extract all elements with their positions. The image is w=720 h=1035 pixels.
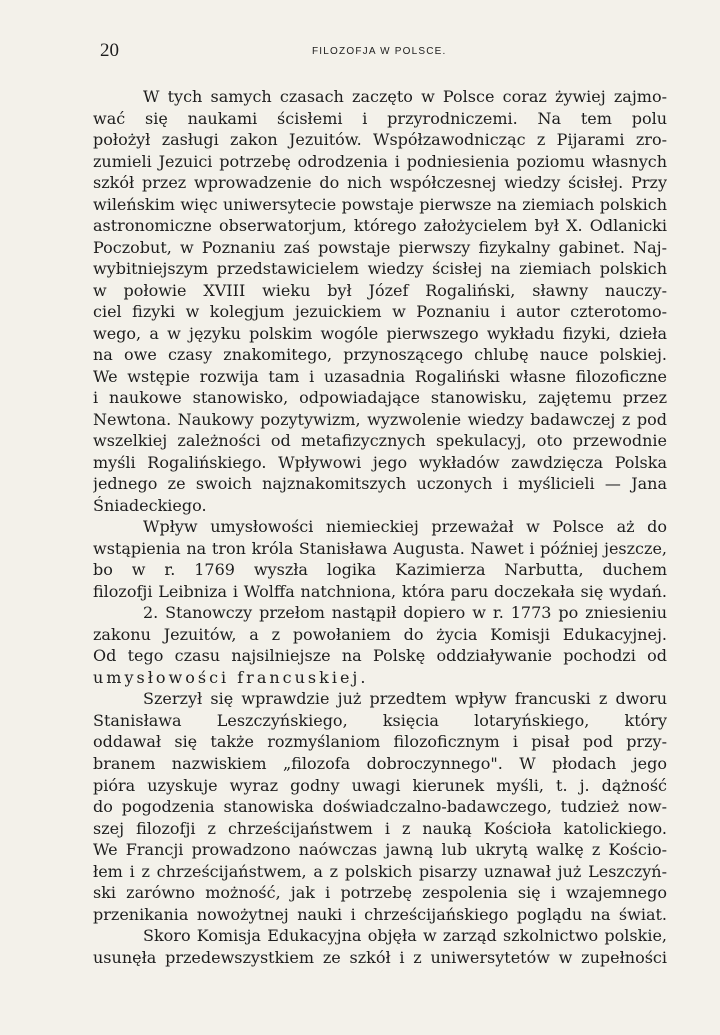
running-head: FILOZOFJA W POLSCE. <box>312 46 447 57</box>
text-line: i naukowe stanowisko, odpowiadające stanowisku, zajętemu przez <box>93 388 667 408</box>
text-line: Newtona. Naukowy pozytywizm, wyzwolenie wiedzy badawczej z pod <box>93 409 667 429</box>
text-line: wego, a w języku polskim wogóle pierwszego wykładu fizyki, dzieła <box>93 323 667 343</box>
text-line: ciel fizyki w kolegjum jezuickiem w Poznaniu i autor czterotomo- <box>93 302 667 322</box>
text-line: do pogodzenia stanowiska doświadczalno-badawczego, tudzież now- <box>93 797 667 817</box>
text-line: wstąpienia na tron króla Stanisława Augusta. Nawet i później jeszcze, <box>93 538 667 558</box>
page-header <box>100 40 660 64</box>
text-line: zakonu Jezuitów, a z powołaniem do życia Komisji Edukacyjnej. <box>93 624 667 644</box>
text-line: łem i z chrześcijaństwem, a z polskich pisarzy uznawał już Leszczyń- <box>93 861 667 881</box>
page-number: 20 <box>100 40 119 61</box>
text-line: Stanisława Leszczyńskiego, księcia lotaryńskiego, który <box>93 710 667 730</box>
text-line: wileńskim więc uniwersytecie powstaje pierwsze na ziemiach polskich <box>93 194 667 214</box>
text-line: We Francji prowadzono naówczas jawną lub ukrytą walkę z Kościo- <box>93 840 667 860</box>
text-line: wszelkiej zależności od metafizycznych spekulacyj, oto przewodnie <box>93 431 667 451</box>
text-line: ski zarówno możność, jak i potrzebę zespolenia się i wzajemnego <box>93 883 667 903</box>
text-line: bo w r. 1769 wyszła logika Kazimierza Narbutta, duchem <box>93 560 667 580</box>
text-line: W tych samych czasach zaczęto w Polsce coraz żywiej zajmo- <box>143 87 667 106</box>
text-line: Wpływ umysłowości niemieckiej przeważał w Polsce aż do <box>143 517 667 537</box>
text-line: zumieli Jezuici potrzebę odrodzenia i podniesienia poziomu własnych <box>93 151 667 171</box>
text-line: jednego ze swoich najznakomitszych uczonych i myślicieli — Jana <box>93 474 667 494</box>
text-line: astronomiczne obserwatorjum, którego założycielem był X. Odlanicki <box>93 216 667 236</box>
text-line: 2. Stanowczy przełom nastąpił dopiero w r. 1773 po zniesieniu <box>143 603 667 623</box>
text-line: przenikania nowożytnej nauki i chrześcijańskiego poglądu na świat. <box>93 904 667 924</box>
text-line: Poczobut, w Poznaniu zaś powstaje pierwszy fizykalny gabinet. Naj- <box>93 237 667 257</box>
text-line: Skoro Komisja Edukacyjna objęła w zarząd szkolnictwo polskie, <box>143 926 667 946</box>
text-line: Od tego czasu najsilniejsze na Polskę oddziaływanie pochodzi od <box>93 646 667 666</box>
text-line: na owe czasy znakomitego, przynoszącego chlubę nauce polskiej. <box>93 345 667 365</box>
text-line: We wstępie rozwija tam i uzasadnia Rogaliński własne filozoficzne <box>93 366 667 386</box>
text-line: wać się naukami ścisłemi i przyrodniczemi. Na tem polu <box>93 108 667 128</box>
text-line: branem nazwiskiem „filozofa dobroczynnego". W płodach jego <box>93 753 667 773</box>
text-line: myśli Rogalińskiego. Wpływowi jego wykładów zawdzięcza Polska <box>93 452 667 472</box>
text-line: filozofji Leibniza i Wolffa natchniona, która paru doczekała się wydań. <box>93 581 667 601</box>
text-line: usunęła przedewszystkiem ze szkół i z uniwersytetów w zupełności <box>93 947 667 967</box>
text-line: Śniadeckiego. <box>93 495 207 515</box>
text-line: wybitniejszym przedstawicielem wiedzy ścisłej na ziemiach polskich <box>93 259 667 279</box>
text-line: położył zasługi zakon Jezuitów. Współzawodnicząc z Pijarami zro- <box>93 130 667 150</box>
text-line: szej filozofji z chrześcijaństwem i z nauką Kościoła katolickiego. <box>93 818 667 838</box>
text-line: szkół przez wprowadzenie do nich współczesnej wiedzy ścisłej. Przy <box>93 173 667 193</box>
text-line: w połowie XVIII wieku był Józef Rogaliński, sławny nauczy- <box>93 280 667 300</box>
text-line: umysłowości francuskiej. <box>93 667 369 687</box>
body-text <box>93 86 667 968</box>
text-line: oddawał się także rozmyślaniom filozoficznym i pisał pod przy- <box>93 732 667 752</box>
text-line: pióra uzyskuje wyraz godny uwagi kierunek myśli, t. j. dążność <box>93 775 667 795</box>
text-line: Szerzył się wprawdzie już przedtem wpływ francuski z dworu <box>143 689 667 709</box>
